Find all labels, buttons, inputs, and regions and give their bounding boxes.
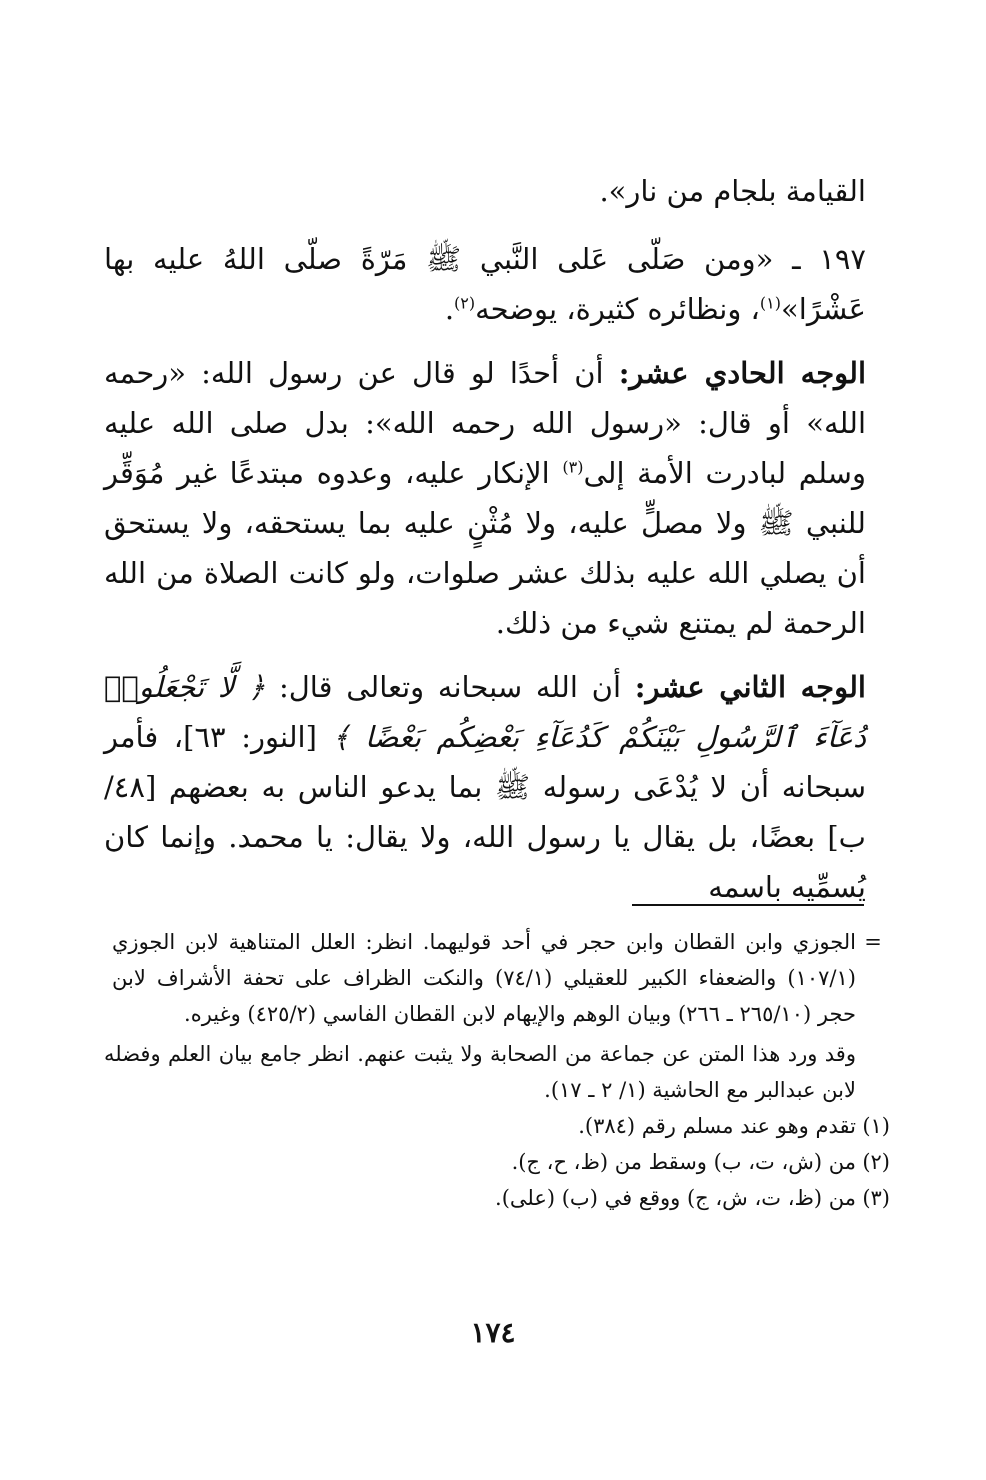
footnote-number: (٣): [862, 1186, 890, 1210]
section-heading-twelfth: الوجه الثاني عشر:: [634, 670, 866, 704]
quran-verse: ﴿ لَّا تَجْعَلُوا۟ دُعَآءَ ٱلرَّسُولِ بَيْنَكُمْ كَدُعَآءِ بَعْضِكُم بَعْضًا ﴾: [104, 670, 866, 754]
paragraph-eleventh-aspect: [104, 348, 866, 648]
footnote-continuation: [104, 924, 890, 1032]
section-heading-eleventh: الوجه الحادي عشر:: [618, 356, 867, 390]
footnote-text: تقدم وهو عند مسلم رقم (٣٨٤).: [578, 1114, 856, 1138]
page-number: ١٧٤: [470, 1316, 516, 1349]
continuation-mark: =: [864, 930, 882, 954]
eleventh-text-cont: الإنكار عليه، وعدوه مبتدعًا غير مُوَقِّر للنبي ﷺ ولا مصلٍّ عليه، ولا مُثْنٍ عليه بما يستحقه، ولا يستحق أن يصلي الله عليه بذلك عشر صلوات، ولو كانت الصلاة من الله الرحمة لم يمتنع شيء من ذلك.: [104, 456, 866, 640]
twelfth-text-cont: [النور: ٦٣]، فأمر سبحانه أن لا يُدْعَى رسوله ﷺ بما يدعو الناس به بعضهم [٤٨/ب] بعضًا، بل يقال يا رسول الله، ولا يقال: يا محمد. وإنما كان يُسمِّيه باسمه: [104, 720, 866, 904]
footnotes: [104, 924, 890, 1216]
footnote-number: (٢): [862, 1150, 890, 1174]
hadith-text: ١٩٧ ـ «ومن صَلّى عَلى النَّبي ﷺ مَرّةً صلّى اللهُ عليه بها عَشْرًا»: [104, 242, 866, 326]
paragraph-1-text: القيامة بلجام من نار».: [599, 174, 866, 208]
footnote-item: [104, 1108, 890, 1144]
eleventh-text: أن أحدًا لو قال عن رسول الله: «رحمه الله» أو قال: «رسول الله رحمه الله»: بدل صلى الله عليه وسلم لبادرت الأمة إلى: [104, 356, 866, 490]
footnote-text: من (ظ، ت، ش، ج) ووقع في (ب) (على).: [495, 1186, 856, 1210]
paragraph-twelfth-aspect: [104, 662, 866, 912]
footnote-ref-1[interactable]: (١): [759, 293, 782, 313]
footnote-ref-2[interactable]: (٢): [454, 293, 476, 313]
paragraph-hadith-197: [104, 234, 866, 334]
paragraph-1: [104, 166, 866, 216]
footnote-item: [104, 1144, 890, 1180]
twelfth-text: أن الله سبحانه وتعالى قال:: [265, 670, 635, 704]
continuation-text: الجوزي وابن القطان وابن حجر في أحد قوليهما. انظر: العلل المتناهية لابن الجوزي (١٠٧/١) والضعفاء الكبير للعقيلي (٧٤/١) والنكت الظراف على تحفة الأشراف لابن حجر (٢٦٥/١٠ ـ ٢٦٦) وبيان الوهم والإيهام لابن القطان الفاسي (٤٢٥/٢) وغيره.: [112, 930, 856, 1026]
footnote-text: من (ش، ت، ب) وسقط من (ظ، ح، ج).: [511, 1150, 856, 1174]
footnote-note: وقد ورد هذا المتن عن جماعة من الصحابة ولا يثبت عنهم. انظر جامع بيان العلم وفضله لابن عبدالبر مع الحاشية (١/ ٢ ـ ١٧).: [104, 1042, 856, 1102]
hadith-text-end: .: [444, 292, 455, 326]
main-text: [104, 166, 866, 926]
footnote-item: [104, 1180, 890, 1216]
footnote-ref-3[interactable]: (٣): [562, 457, 584, 477]
footnote-divider: [632, 904, 864, 906]
footnote-number: (١): [862, 1114, 890, 1138]
hadith-text-cont: ، ونظائره كثيرة، يوضحه: [475, 292, 760, 326]
